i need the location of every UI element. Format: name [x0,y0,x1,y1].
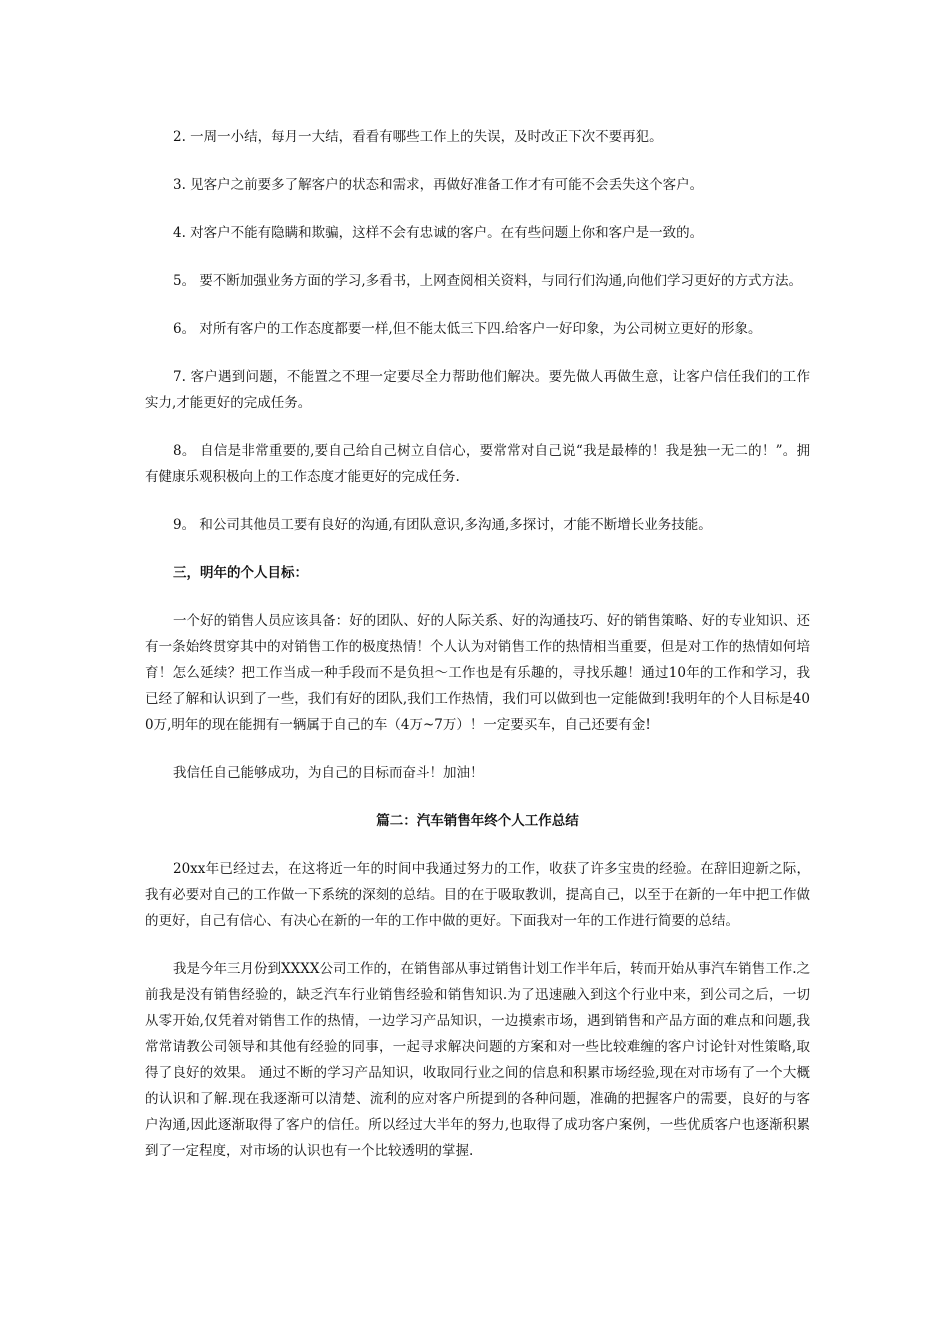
article-paragraph: 20xx年已经过去，在这将近一年的时间中我通过努力的工作，收获了许多宝贵的经验。在辞旧迎新之际，我有必要对自己的工作做一下系统的深刻的总结。目的在于吸取教训，提高自己，以至于在新的一年中把工作做的更好，自己有信心、有决心在新的一年的工作中做的更好。下面我对一年的工作进行简要的总结。 [145,861,810,929]
list-item-9: 9。 和公司其他员工要有良好的沟通,有团队意识,多沟通,多探讨，才能不断增长业务技能。 [173,517,712,533]
list-item-2: 2. 一周一小结，每月一大结，看看有哪些工作上的失误，及时改正下次不要再犯。 [173,129,663,145]
goal-closing-paragraph: 我信任自己能够成功，为自己的目标而奋斗！加油！ [173,765,484,781]
document-body [145,124,810,1186]
article-title: 篇二：汽车销售年终个人工作总结 [376,813,579,829]
list-item-7: 7. 客户遇到问题，不能置之不理一定要尽全力帮助他们解决。要先做人再做生意，让客户信任我们的工作实力,才能更好的完成任务。 [145,369,810,411]
list-item-3: 3. 见客户之前要多了解客户的状态和需求，再做好准备工作才有可能不会丢失这个客户。 [173,177,704,193]
section-heading: 三，明年的个人目标： [173,565,308,581]
list-item-4: 4. 对客户不能有隐瞒和欺骗，这样不会有忠诚的客户。在有些问题上你和客户是一致的。 [173,225,704,241]
goal-paragraph: 一个好的销售人员应该具备：好的团队、好的人际关系、好的沟通技巧、好的销售策略、好的专业知识、还有一条始终贯穿其中的对销售工作的极度热情！个人认为对销售工作的热情相当重要，但是对工作的热情如何培育！怎么延续？把工作当成一种手段而不是负担～工作也是有乐趣的，寻找乐趣！通过10年的工作和学习，我已经了解和认识到了一些，我们有好的团队,我们工作热情，我们可以做到也一定能做到!我明年的个人目标是400万,明年的现在能拥有一辆属于自己的车（4万~7万）！一定要买车，自己还要有金! [145,613,810,733]
list-item-6: 6。 对所有客户的工作态度都要一样,但不能太低三下四.给客户一好印象，为公司树立更好的形象。 [173,321,762,337]
article-paragraph: 我是今年三月份到XXXX公司工作的，在销售部从事过销售计划工作半年后，转而开始从事汽车销售工作.之前我是没有销售经验的，缺乏汽车行业销售经验和销售知识.为了迅速融入到这个行业中来，到公司之后，一切从零开始,仅凭着对销售工作的热情，一边学习产品知识，一边摸索市场，遇到销售和产品方面的难点和问题,我常常请教公司领导和其他有经验的同事，一起寻求解决问题的方案和对一些比较难缠的客户讨论针对性策略,取得了良好的效果。 通过不断的学习产品知识，收取同行业之间的信息和积累市场经验,现在对市场有了一个大概的认识和了解.现在我逐渐可以清楚、流利的应对客户所提到的各种问题，准确的把握客户的需要，良好的与客户沟通,因此逐渐取得了客户的信任。所以经过大半年的努力,也取得了成功客户案例，一些优质客户也逐渐积累到了一定程度，对市场的认识也有一个比较透明的掌握. [145,961,810,1159]
list-item-5: 5。 要不断加强业务方面的学习,多看书，上网查阅相关资料，与同行们沟通,向他们学习更好的方式方法。 [173,273,802,289]
list-item-8: 8。 自信是非常重要的,要自己给自己树立自信心，要常常对自己说“我是最棒的！我是独一无二的！”。拥有健康乐观积极向上的工作态度才能更好的完成任务. [145,443,810,485]
